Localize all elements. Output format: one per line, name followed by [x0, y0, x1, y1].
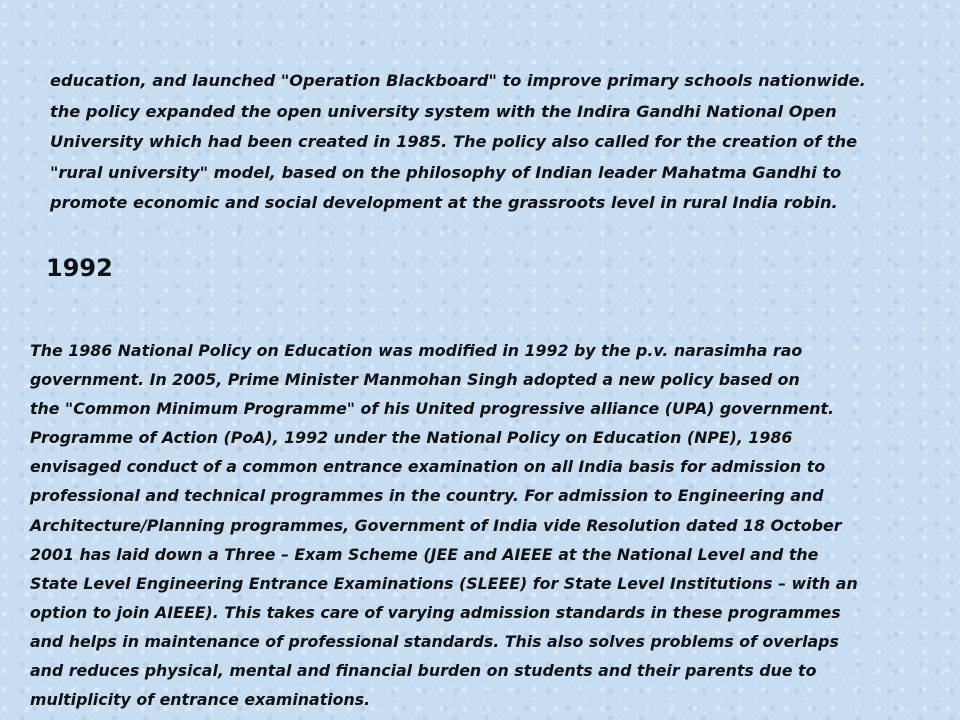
intro-line: education, and launched "Operation Blackboard" to improve primary schools nationwide. — [50, 71, 866, 90]
body-line: 2001 has laid down a Three – Exam Scheme (JEE and AIEEE at the National Level and the — [30, 544, 819, 564]
body-line: Programme of Action (PoA), 1992 under the National Policy on Education (NPE), 1986 — [30, 428, 793, 448]
body-line: and helps in maintenance of professional standards. This also solves problems of overlaps — [30, 631, 839, 651]
intro-line: University which had been created in 1985. The policy also called for the creation of the — [50, 132, 858, 151]
body-line: option to join AIEEE). This takes care of varying admission standards in these programmes — [30, 602, 841, 622]
body-line: multiplicity of entrance examinations. — [30, 690, 371, 710]
intro-line: "rural university" model, based on the philosophy of Indian leader Mahatma Gandhi to — [50, 162, 842, 182]
body-line: the "Common Minimum Programme" of his United progressive alliance (UPA) government. — [30, 399, 835, 419]
body-paragraph — [30, 336, 950, 714]
body-line: envisaged conduct of a common entrance examination on all India basis for admission to — [30, 457, 826, 477]
body-line: and reduces physical, mental and financial burden on students and their parents due to — [30, 661, 817, 681]
body-line: The 1986 National Policy on Education was modified in 1992 by the p.v. narasimha rao — [30, 341, 803, 360]
body-line: State Level Engineering Entrance Examinations (SLEEE) for State Level Institutions – with an — [30, 573, 858, 593]
year-heading: 1992 — [46, 254, 113, 282]
intro-line: the policy expanded the open university system with the Indira Gandhi National Open — [50, 101, 837, 121]
intro-paragraph — [50, 66, 950, 219]
intro-line: promote economic and social development at the grassroots level in rural India robin. — [50, 193, 838, 212]
body-line: government. In 2005, Prime Minister Manmohan Singh adopted a new policy based on — [30, 370, 800, 390]
body-line: professional and technical programmes in the country. For admission to Engineering and — [30, 486, 824, 506]
body-line: Architecture/Planning programmes, Government of India vide Resolution dated 18 October — [30, 515, 842, 535]
